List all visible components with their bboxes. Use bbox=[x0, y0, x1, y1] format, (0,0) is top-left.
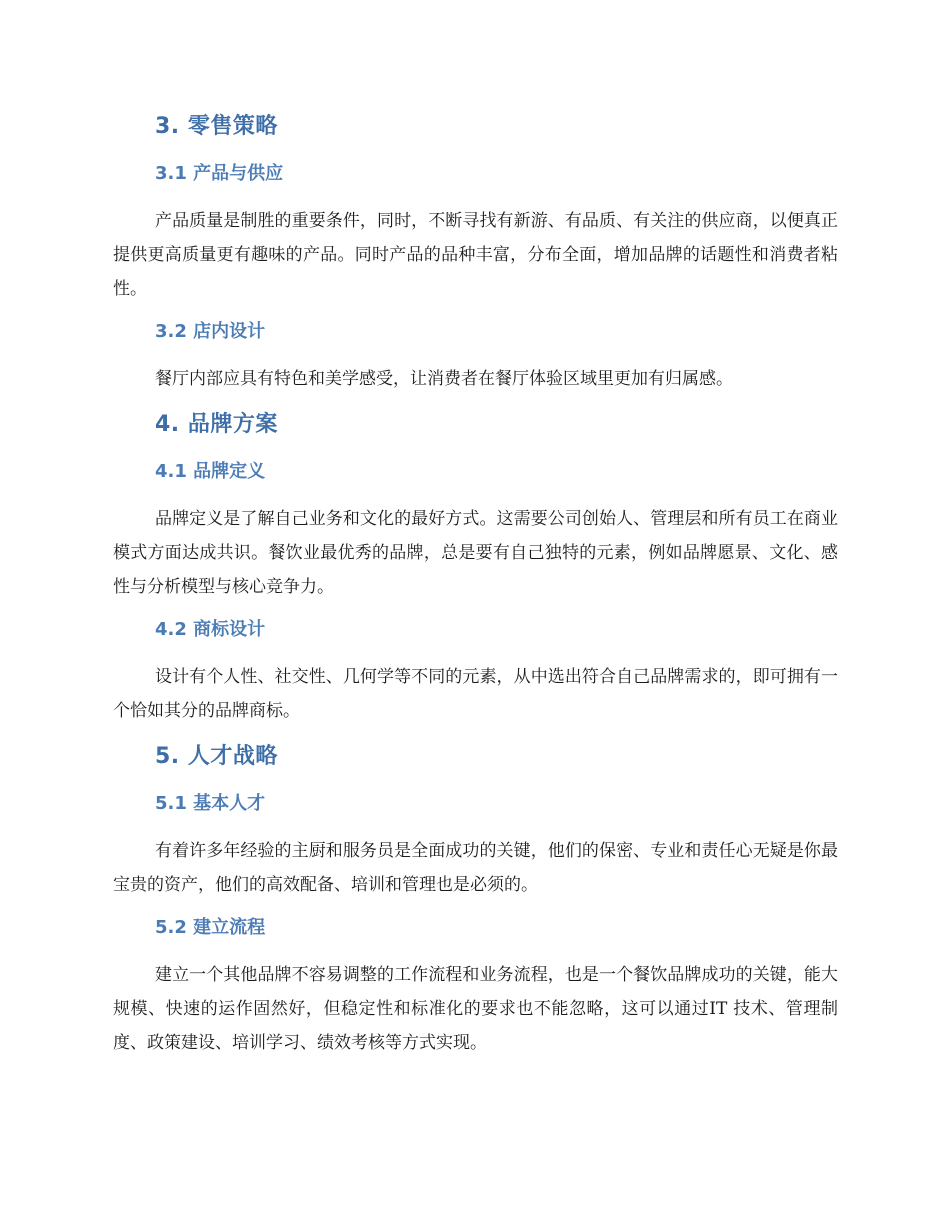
subsection-logo-design bbox=[113, 616, 838, 728]
section-talent-strategy bbox=[113, 740, 838, 1060]
subsection-heading: 5.2 建立流程 bbox=[155, 917, 266, 938]
subsection-store-design bbox=[113, 318, 838, 396]
section-heading: 5. 人才战略 bbox=[155, 744, 278, 769]
subsection-heading: 3.1 产品与供应 bbox=[155, 163, 284, 184]
subsection-heading: 4.1 品牌定义 bbox=[155, 461, 266, 482]
subsection-product-supply bbox=[113, 160, 838, 306]
paragraph: 餐厅内部应具有特色和美学感受，让消费者在餐厅体验区域里更加有归属感。 bbox=[155, 369, 733, 389]
paragraph: 产品质量是制胜的重要条件，同时，不断寻找有新游、有品质、有关注的供应商，以便真正提供更高质量更有趣味的产品。同时产品的品种丰富，分布全面，增加品牌的话题性和消费者粘性。 bbox=[113, 211, 838, 299]
subsection-heading: 5.1 基本人才 bbox=[155, 793, 266, 814]
paragraph: 建立一个其他品牌不容易调整的工作流程和业务流程，也是一个餐饮品牌成功的关键，能大规模、快速的运作固然好，但稳定性和标准化的要求也不能忽略，这可以通过IT 技术、管理制度、政策建设、培训学习、绩效考核等方式实现。 bbox=[113, 965, 838, 1053]
subsection-heading: 3.2 店内设计 bbox=[155, 321, 266, 342]
section-brand-plan bbox=[113, 408, 838, 728]
section-retail-strategy bbox=[113, 110, 838, 396]
section-heading: 3. 零售策略 bbox=[155, 114, 278, 139]
section-heading: 4. 品牌方案 bbox=[155, 412, 278, 437]
subsection-basic-talent bbox=[113, 790, 838, 902]
document-body bbox=[113, 110, 838, 1072]
subsection-brand-definition bbox=[113, 458, 838, 604]
subsection-heading: 4.2 商标设计 bbox=[155, 619, 266, 640]
paragraph: 品牌定义是了解自己业务和文化的最好方式。这需要公司创始人、管理层和所有员工在商业模式方面达成共识。餐饮业最优秀的品牌，总是要有自己独特的元素，例如品牌愿景、文化、感性与分析模型与核心竞争力。 bbox=[113, 509, 838, 597]
paragraph: 有着许多年经验的主厨和服务员是全面成功的关键，他们的保密、专业和责任心无疑是你最宝贵的资产，他们的高效配备、培训和管理也是必须的。 bbox=[113, 841, 838, 895]
paragraph: 设计有个人性、社交性、几何学等不同的元素，从中选出符合自己品牌需求的，即可拥有一个恰如其分的品牌商标。 bbox=[113, 667, 838, 721]
subsection-build-process bbox=[113, 914, 838, 1060]
